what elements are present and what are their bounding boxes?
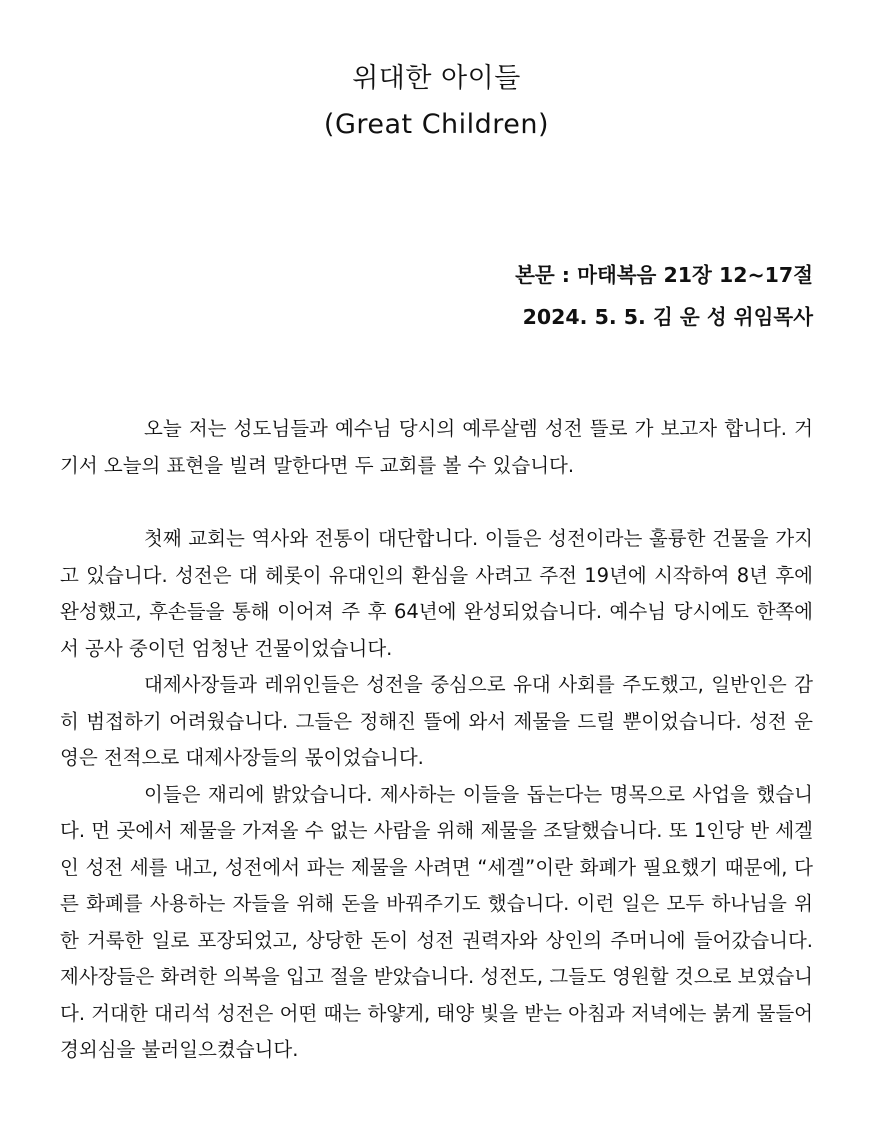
sermon-title-korean: 위대한 아이들 bbox=[352, 63, 521, 94]
body-paragraph: 이들은 재리에 밝았습니다. 제사하는 이들을 돕는다는 명목으로 사업을 했습니다. 먼 곳에서 제물을 가져올 수 없는 사람을 위해 제물을 조달했습니다. 또 1인당 반 세겔인 성전 세를 내고, 성전에서 파는 제물을 사려면 “세겔”이란 화폐가 필요했기 때문에, 다른 화폐를 사용하는 자들을 위해 돈을 바꿔주기도 했습니다. 이런 일은 모두 하나님을 위한 거룩한 일로 포장되었고, 상당한 돈이 성전 권력자와 상인의 주머니에 들어갔습니다. 제사장들은 화려한 의복을 입고 절을 받았습니다. 성전도, 그들도 영원할 것으로 보였습니다. 거대한 대리석 성전은 어떤 때는 하얗게, 태양 빛을 받는 아침과 저녁에는 붉게 물들어 경외심을 불러일으켰습니다. bbox=[60, 782, 813, 1061]
body-section-intro bbox=[60, 411, 813, 484]
date-and-preacher: 2024. 5. 5. 김 운 성 위임목사 bbox=[522, 305, 813, 329]
sermon-title-english: (Great Children) bbox=[323, 109, 550, 140]
body-paragraph: 대제사장들과 레위인들은 성전을 중심으로 유대 사회를 주도했고, 일반인은 감히 범접하기 어려웠습니다. 그들은 정해진 뜰에 와서 제물을 드릴 뿐이었습니다. 성전 운영은 전적으로 대제사장들의 몫이었습니다. bbox=[60, 673, 813, 769]
body-paragraph: 오늘 저는 성도님들과 예수님 당시의 예루살렘 성전 뜰로 가 보고자 합니다. 거기서 오늘의 표현을 빌려 말한다면 두 교회를 볼 수 있습니다. bbox=[60, 417, 813, 477]
scripture-reference: 본문 : 마태복음 21장 12~17절 bbox=[515, 263, 813, 287]
body-section-main bbox=[60, 521, 813, 1069]
body-paragraph: 첫째 교회는 역사와 전통이 대단합니다. 이들은 성전이라는 훌륭한 건물을 가지고 있습니다. 성전은 대 헤롯이 유대인의 환심을 사려고 주전 19년에 시작하여 8년 후에 완성했고, 후손들을 통해 이어져 주 후 64년에 완성되었습니다. 예수님 당시에도 한쪽에서 공사 중이던 엄청난 건물이었습니다. bbox=[60, 527, 813, 660]
